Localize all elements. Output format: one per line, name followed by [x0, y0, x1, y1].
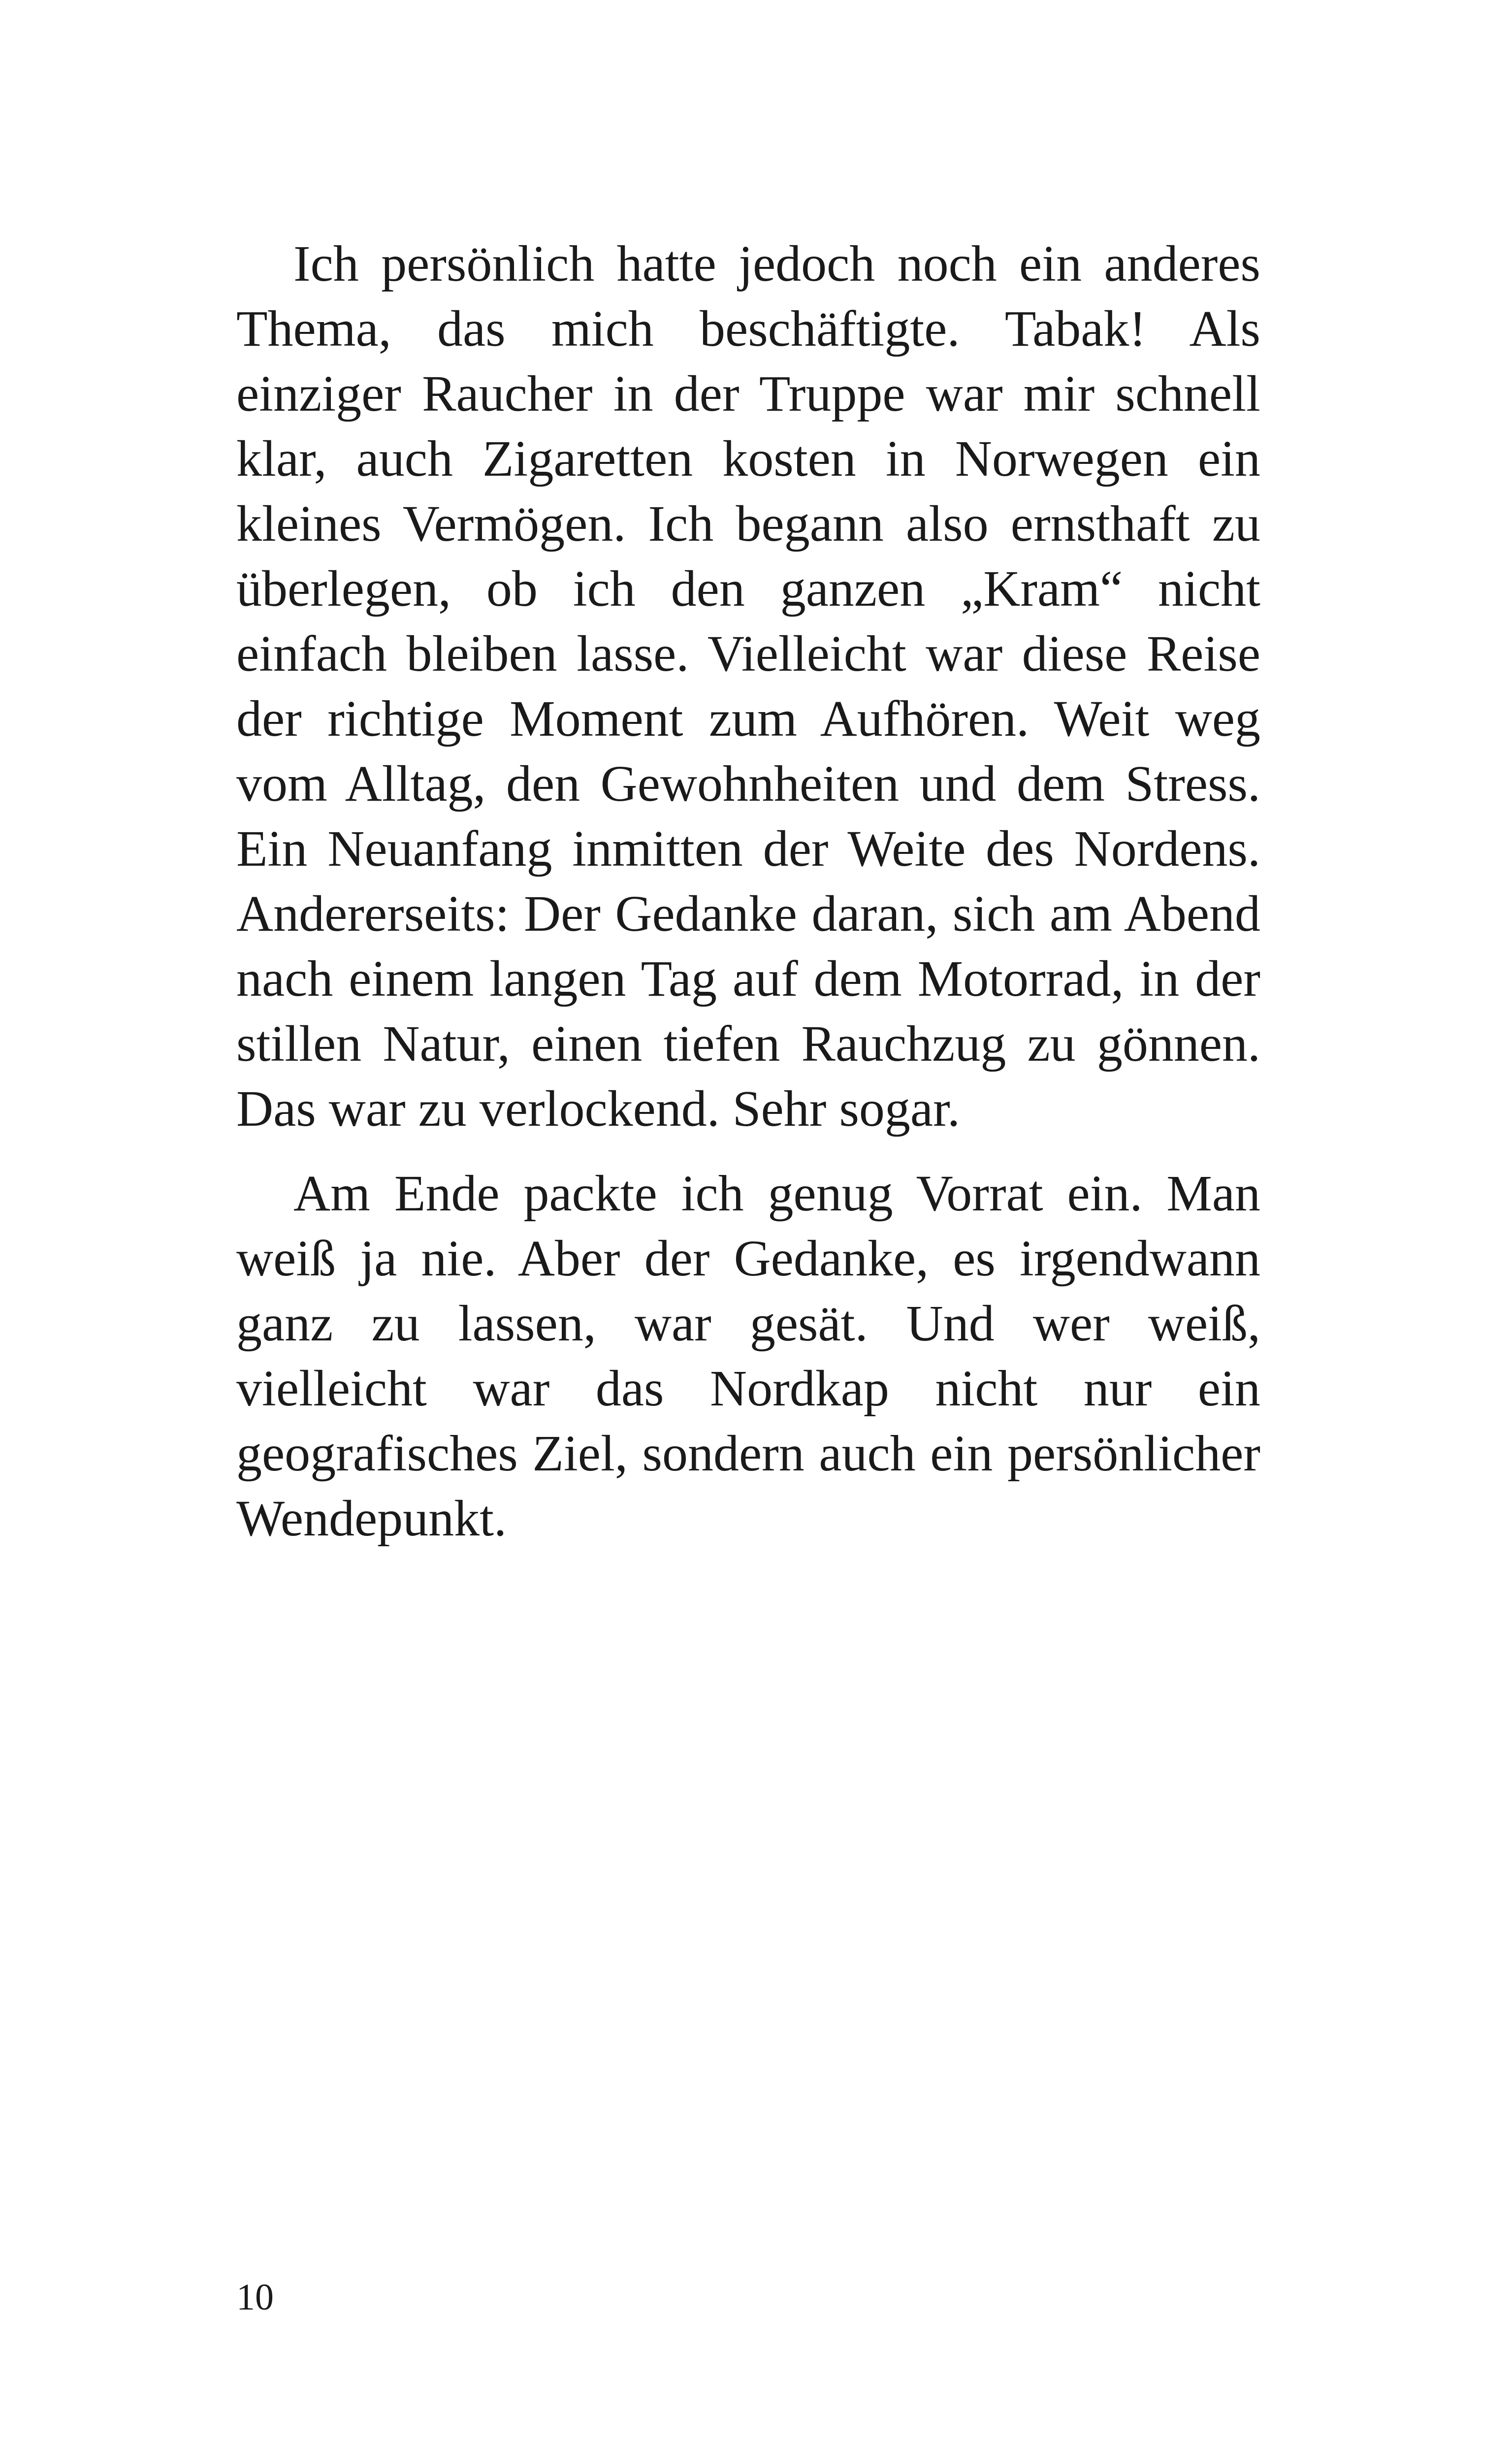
body-text [236, 231, 1260, 1551]
page-number: 10 [236, 2277, 274, 2318]
paragraph-1: Ich persönlich hatte jedoch noch ein anderes Thema, das mich beschäftigte. Tabak! Als einziger Raucher in der Truppe war mir schnell klar, auch Zigaretten kosten in Norwegen ein kleines Vermögen. Ich begann also ernsthaft zu überlegen, ob ich den ganzen „Kram“ nicht einfach bleiben lasse. Vielleicht war diese Reise der richtige Moment zum Aufhören. Weit weg vom Alltag, den Gewohnheiten und dem Stress. Ein Neuanfang inmitten der Weite des Nordens. Andererseits: Der Gedanke daran, sich am Abend nach einem langen Tag auf dem Motorrad, in der stillen Natur, einen tiefen Rauchzug zu gönnen. Das war zu verlockend. Sehr sogar. [236, 235, 1260, 1137]
paragraph-2: Am Ende packte ich genug Vorrat ein. Man weiß ja nie. Aber der Gedanke, es irgendwann ganz zu lassen, war gesät. Und wer weiß, vielleicht war das Nordkap nicht nur ein geografisches Ziel, sondern auch ein persönlicher Wendepunkt. [236, 1165, 1260, 1547]
